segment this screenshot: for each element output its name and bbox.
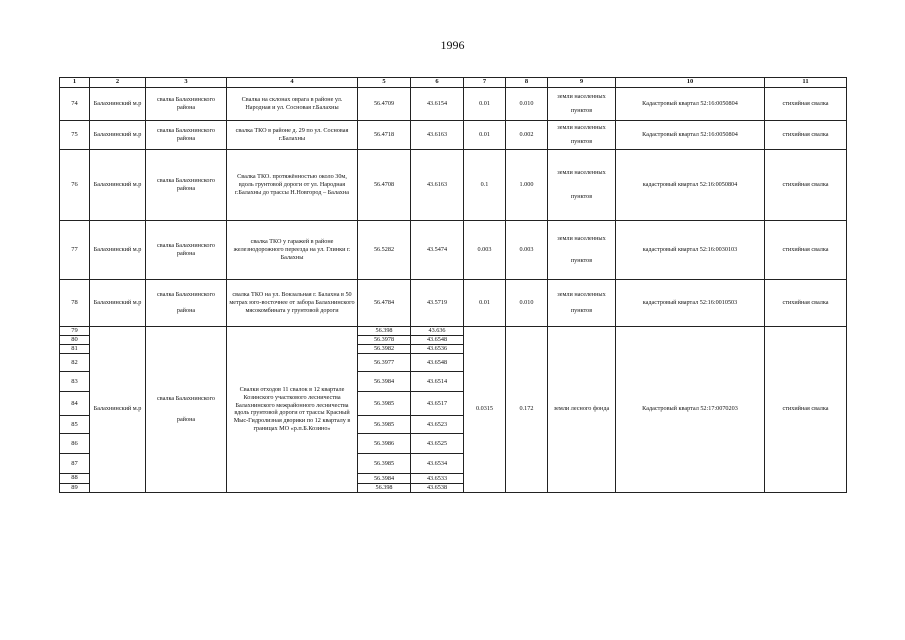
longitude-cell: 43.6154 bbox=[411, 88, 464, 121]
latitude-cell: 56.398 bbox=[358, 483, 411, 492]
site-name-top: свалка Балахнинского bbox=[157, 394, 215, 402]
latitude-cell: 56.4784 bbox=[358, 280, 411, 327]
dump-type-cell: стихийная свалка bbox=[765, 327, 847, 493]
dump-sites-table bbox=[59, 77, 847, 493]
cadastral-cell: кадастровый квартал 52:16:0010503 bbox=[616, 280, 765, 327]
area-cell: 0.003 bbox=[464, 221, 506, 280]
land-category-top: земли населенных bbox=[557, 124, 606, 132]
table-row bbox=[60, 221, 847, 280]
volume-cell: 0.010 bbox=[506, 88, 548, 121]
district-cell: Балахнинский м.р bbox=[90, 88, 146, 121]
district-cell: Балахнинский м.р bbox=[90, 280, 146, 327]
area-cell: 0.01 bbox=[464, 121, 506, 150]
latitude-cell: 56.4718 bbox=[358, 121, 411, 150]
land-category-top: земли населенных bbox=[557, 169, 606, 177]
land-category-bottom: пунктов bbox=[570, 257, 593, 264]
row-number: 81 bbox=[60, 345, 90, 354]
longitude-cell: 43.6548 bbox=[411, 336, 464, 345]
row-number: 83 bbox=[60, 372, 90, 392]
dump-type-cell: стихийная свалка bbox=[765, 121, 847, 150]
land-category-bottom: пунктов bbox=[570, 138, 593, 145]
row-number: 74 bbox=[60, 88, 90, 121]
latitude-cell: 56.3985 bbox=[358, 454, 411, 474]
column-header: 8 bbox=[506, 78, 548, 88]
table-row bbox=[60, 121, 847, 150]
district-cell: Балахнинский м.р bbox=[90, 150, 146, 221]
dump-type-cell: стихийная свалка bbox=[765, 88, 847, 121]
land-category-cell bbox=[548, 88, 616, 121]
latitude-cell: 56.4709 bbox=[358, 88, 411, 121]
longitude-cell: 43.6163 bbox=[411, 121, 464, 150]
area-cell: 0.1 bbox=[464, 150, 506, 221]
column-header: 11 bbox=[765, 78, 847, 88]
dump-type-cell: стихийная свалка bbox=[765, 221, 847, 280]
volume-cell: 1.000 bbox=[506, 150, 548, 221]
longitude-cell: 43.6536 bbox=[411, 345, 464, 354]
longitude-cell: 43.6523 bbox=[411, 416, 464, 434]
longitude-cell: 43.6525 bbox=[411, 434, 464, 454]
longitude-cell: 43.6514 bbox=[411, 372, 464, 392]
volume-cell: 0.172 bbox=[506, 327, 548, 493]
row-number: 75 bbox=[60, 121, 90, 150]
column-header: 5 bbox=[358, 78, 411, 88]
site-name-bottom: района bbox=[176, 416, 196, 424]
land-category-top: земли населенных bbox=[557, 235, 606, 243]
district-cell: Балахнинский м.р bbox=[90, 327, 146, 493]
location-cell: Свалка на склонах оврага в районе ул. Народная и ул. Сосновая г.Балахны bbox=[227, 88, 358, 121]
table-row bbox=[60, 327, 847, 336]
land-category-top: земли населенных bbox=[557, 291, 606, 299]
site-name-cell: свалка Балахнинского района bbox=[146, 150, 227, 221]
row-number: 78 bbox=[60, 280, 90, 327]
column-header: 7 bbox=[464, 78, 506, 88]
longitude-cell: 43.6538 bbox=[411, 483, 464, 492]
location-cell: свалка ТКО в районе д. 29 по ул. Сосновая г.Балахны bbox=[227, 121, 358, 150]
dump-type-cell: стихийная свалка bbox=[765, 150, 847, 221]
cadastral-cell: Кадастровый квартал 52:16:0050804 bbox=[616, 88, 765, 121]
latitude-cell: 56.4708 bbox=[358, 150, 411, 221]
district-cell: Балахнинский м.р bbox=[90, 121, 146, 150]
district-cell: Балахнинский м.р bbox=[90, 221, 146, 280]
site-name-cell: свалка Балахнинского района bbox=[146, 88, 227, 121]
land-category-cell bbox=[548, 121, 616, 150]
longitude-cell: 43.6163 bbox=[411, 150, 464, 221]
row-number: 80 bbox=[60, 336, 90, 345]
area-cell: 0.0315 bbox=[464, 327, 506, 493]
longitude-cell: 43.6517 bbox=[411, 392, 464, 416]
area-cell: 0.01 bbox=[464, 88, 506, 121]
column-header: 10 bbox=[616, 78, 765, 88]
latitude-cell: 56.398 bbox=[358, 327, 411, 336]
column-header: 4 bbox=[227, 78, 358, 88]
row-number: 82 bbox=[60, 354, 90, 372]
table-row bbox=[60, 150, 847, 221]
latitude-cell: 56.3984 bbox=[358, 372, 411, 392]
latitude-cell: 56.3977 bbox=[358, 354, 411, 372]
cadastral-cell: Кадастровый квартал 52:16:0050804 bbox=[616, 121, 765, 150]
land-category-cell: земли лесного фонда bbox=[548, 327, 616, 493]
row-number: 79 bbox=[60, 327, 90, 336]
column-header: 6 bbox=[411, 78, 464, 88]
area-cell: 0.01 bbox=[464, 280, 506, 327]
cadastral-cell: кадастровый квартал 52:16:0050804 bbox=[616, 150, 765, 221]
land-category-bottom: пунктов bbox=[570, 307, 593, 314]
location-cell: свалка ТКО на ул. Вокзальная г. Балахна в 50 метрах юго-восточнее от забора Балахнинского мясокомбината у грунтовой дороги bbox=[227, 280, 358, 327]
latitude-cell: 56.3985 bbox=[358, 416, 411, 434]
site-name-cell bbox=[146, 280, 227, 327]
row-number: 85 bbox=[60, 416, 90, 434]
site-name-cell bbox=[146, 327, 227, 493]
site-name-cell: свалка Балахнинского района bbox=[146, 221, 227, 280]
column-header: 2 bbox=[90, 78, 146, 88]
land-category-bottom: пунктов bbox=[570, 107, 593, 114]
cadastral-cell: кадастровый квартал 52:16:0030103 bbox=[616, 221, 765, 280]
location-cell: свалка ТКО у гаражей в районе железнодорожного переезда на ул. Глинки г. Балахны bbox=[227, 221, 358, 280]
column-header: 1 bbox=[60, 78, 90, 88]
longitude-cell: 43.6533 bbox=[411, 474, 464, 483]
land-category-top: земли населенных bbox=[557, 93, 606, 101]
volume-cell: 0.002 bbox=[506, 121, 548, 150]
column-header: 9 bbox=[548, 78, 616, 88]
page-number: 1996 bbox=[440, 38, 465, 52]
table-row bbox=[60, 280, 847, 327]
cadastral-cell: Кадастровый квартал 52:17:0070203 bbox=[616, 327, 765, 493]
longitude-cell: 43.636 bbox=[411, 327, 464, 336]
row-number: 89 bbox=[60, 483, 90, 492]
land-category-cell bbox=[548, 221, 616, 280]
site-name-top: свалка Балахнинского bbox=[157, 291, 215, 299]
longitude-cell: 43.5719 bbox=[411, 280, 464, 327]
location-cell: Свалки отходов 11 свалок в 12 квартале Козинского участкового лесничества Балахнинского межрайонного лесничества вдоль грунтовой дороги от трассы Красный Мыс-Гидролизная дворики по 12 кварталу в границах МО «р.п.Б.Козино» bbox=[227, 327, 358, 493]
row-number: 77 bbox=[60, 221, 90, 280]
latitude-cell: 56.5282 bbox=[358, 221, 411, 280]
row-number: 88 bbox=[60, 474, 90, 483]
site-name-cell: свалка Балахнинского района bbox=[146, 121, 227, 150]
latitude-cell: 56.3985 bbox=[358, 392, 411, 416]
latitude-cell: 56.3984 bbox=[358, 474, 411, 483]
latitude-cell: 56.3982 bbox=[358, 345, 411, 354]
latitude-cell: 56.3978 bbox=[358, 336, 411, 345]
location-cell: Свалка ТКО. протяжённостью около 30м, вдоль грунтовой дороги от ул. Народная г.Балахны до трассы Н.Новгород – Балахна bbox=[227, 150, 358, 221]
longitude-cell: 43.5474 bbox=[411, 221, 464, 280]
land-category-cell bbox=[548, 280, 616, 327]
volume-cell: 0.003 bbox=[506, 221, 548, 280]
table-row bbox=[60, 88, 847, 121]
row-number: 86 bbox=[60, 434, 90, 454]
row-number: 76 bbox=[60, 150, 90, 221]
latitude-cell: 56.3986 bbox=[358, 434, 411, 454]
land-category-bottom: пунктов bbox=[570, 193, 593, 200]
dump-type-cell: стихийная свалка bbox=[765, 280, 847, 327]
site-name-bottom: района bbox=[176, 307, 196, 314]
land-category-cell bbox=[548, 150, 616, 221]
longitude-cell: 43.6548 bbox=[411, 354, 464, 372]
volume-cell: 0.010 bbox=[506, 280, 548, 327]
row-number: 84 bbox=[60, 392, 90, 416]
column-header: 3 bbox=[146, 78, 227, 88]
column-number-row bbox=[60, 78, 847, 88]
longitude-cell: 43.6534 bbox=[411, 454, 464, 474]
row-number: 87 bbox=[60, 454, 90, 474]
